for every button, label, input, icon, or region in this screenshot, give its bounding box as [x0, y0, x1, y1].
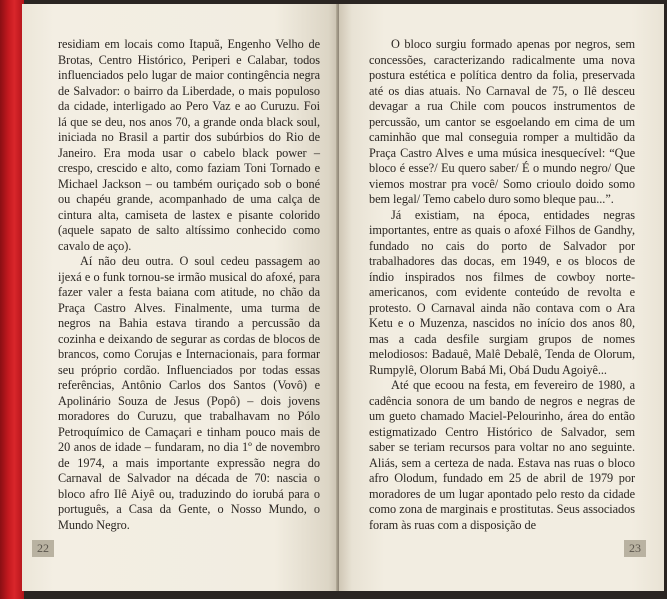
right-page: [339, 4, 664, 591]
red-cover-edge: [0, 0, 24, 599]
paragraph: Já existiam, na época, entidades negras importantes, entre as quais o afoxé Filhos de Gandhy, fundado no cais do porto de Salvador por trabalhadores das docas, em 1949, e os blocos de índio inspirados nos filmes de cowboy norte-americanos, com evidente conteúdo de revolta e protesto. O Carnaval ainda não contava com o Ara Ketu e o Muzenza, nascidos no início dos anos 80, mas a cada desfile surgiam grupos de nomes melodiosos: Badauê, Malê Debalê, Tenda de Olorum, Rumpylê, Olorum Babá Mi, Obá Dudu Agoiyê...: [369, 207, 635, 377]
paragraph: residiam em locais como Itapuã, Engenho Velho de Brotas, Centro Histórico, Periperi e Calabar, todos influenciados pelo lugar de maior contingência negra de Salvador: o bairro da Liberdade, o mais populoso da cidade, interligado ao Pero Vaz e ao Curuzu. Foi lá que se deu, nos anos 70, a grande onda black soul, iniciada no Brasil a partir dos subúrbios do Rio de Janeiro. Era moda usar o cabelo black power –crespo, crescido e alto, como faziam Toni Tornado e Michael Jackson – ou também ouriçado sob o boné ou chapéu grande, acompanhado de uma calça de cintura alta, camiseta de lastex e pisante colorido (aquele sapato de salto altíssimo conhecido como cavalo de aço).: [58, 37, 320, 253]
page-number: 22: [32, 540, 54, 557]
left-page: [22, 4, 338, 591]
left-page-text: [58, 37, 320, 533]
paragraph: Até que ecoou na festa, em fevereiro de 1980, a cadência sonora de um bando de negros e negras de um gueto chamado Maciel-Pelourinho, área do então estigmatizado Centro Histórico de Salvador, sem saber se teriam recursos para voltar no ano seguinte. Aliás, sem a certeza de nada. Estava nas ruas o bloco afro Olodum, fundado em 25 de abril de 1979 por moradores de um lugar apontado pelo resto da cidade como zona de marginais e prostitutas. Seus associados foram às ruas com a disposição de: [369, 378, 635, 532]
paragraph: Aí não deu outra. O soul cedeu passagem ao ijexá e o funk tornou-se irmão musical do afoxé, para fazer valer a festa baiana com atitude, no chão da Praça Castro Alves. Finalmente, uma turma de negros na Bahia estava tirando a percussão da cozinha e deixando de segurar as cordas de blocos de brancos, como Corujas e Internacionais, para formar seu próprio cordão. Influenciados por todas essas referências, Antônio Carlos dos Santos (Vovô) e Apolinário Souza de Jesus (Popô) – dois jovens moradores do Curuzu, que trabalhavam no Pólo Petroquímico de Camaçari e tinham pouco mais de 20 anos de idade – fundaram, no dia 1º de novembro de 1974, a mais importante expressão negra do Carnaval de Salvador na década de 70: nascia o bloco afro Ilê Aiyê ou, traduzindo do iorubá para o português, a Casa da Gente, o Nosso Mundo, o Mundo Negro.: [58, 254, 320, 532]
paragraph: O bloco surgiu formado apenas por negros, sem concessões, caracterizando radicalmente uma nova postura estética e política dentro da folia, preservada até os dias atuais. No Carnaval de 75, o Ilê desceu devagar a rua Chile com poucos instrumentos de percussão, um cantor se esgoelando em cima de um caminhão que mal conseguia romper a multidão da Praça Castro Alves e uma música inesquecível: “Que bloco é esse?/ Eu quero saber/ É o mundo negro/ Que viemos mostrar pra você/ Somo crioulo doido somo bem legal/ Temo cabelo duro somo bleque pau...”.: [369, 37, 635, 206]
right-page-text: [369, 37, 635, 533]
page-number: 23: [624, 540, 646, 557]
